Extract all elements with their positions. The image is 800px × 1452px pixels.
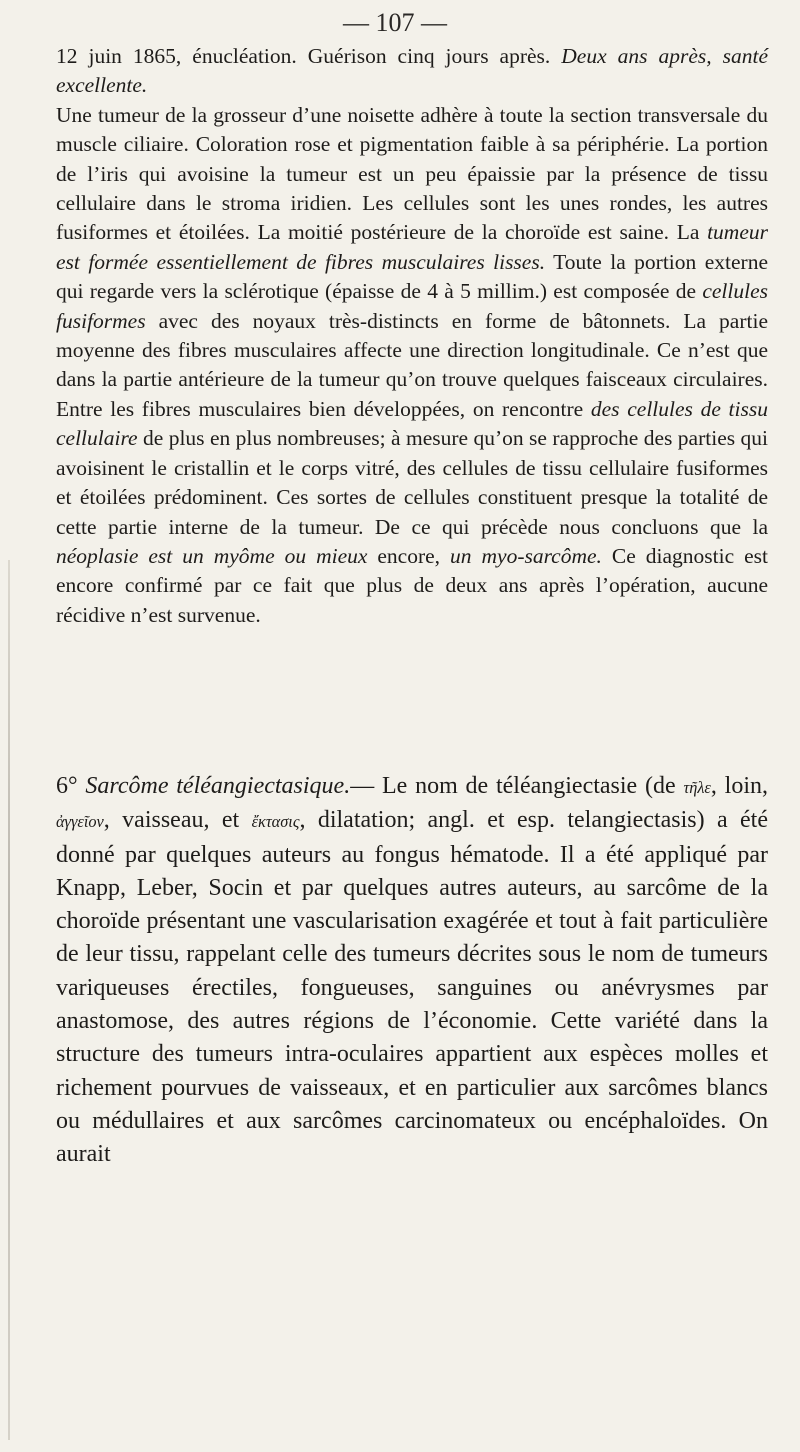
- text-run: — Le nom de téléangiectasie (de: [350, 773, 684, 799]
- case-outcome-line: [56, 42, 768, 101]
- emphasis-run: néoplasie est un myôme ou mieux: [56, 543, 368, 568]
- section-text: [56, 770, 768, 1172]
- text-run: Une tumeur de la grosseur d’une noisette adhère à toute la section transversale du muscle ciliaire. Coloration rose et pigmentation faible à sa périphérie. La portion de l’iris qui avoisine la tumeur est un peu épaissie par la présence de tissu cellulaire dans le stroma iridien. Les cellules sont les unes rondes, les autres fusiformes et étoilées. La moitié postérieure de la choroïde est saine.: [56, 102, 768, 245]
- section-number: 6°: [56, 773, 86, 799]
- greek-word: ἔκτασις: [251, 812, 300, 832]
- emphasis-run: des cellules de tissu cellulaire: [56, 396, 768, 451]
- text-run: avec des noyaux très-distincts en forme de bâtonnets. La partie moyenne des fibres musculaires affecte une direction longitudinale. Ce n’est que dans la partie antérieure de la tumeur qu’on trouve quelques faisceaux circulaires. Entre les fibres musculaires bien développées, on rencontre: [56, 308, 768, 421]
- text-run: Toute la portion externe qui regarde vers la sclérotique (épaisse de 4 à 5 millim.) est composée de: [56, 249, 768, 304]
- text-run: La: [676, 220, 708, 245]
- section-title: Sarcôme téléangiectasique.: [85, 773, 351, 799]
- text-run: Ce diagnostic est encore confirmé par ce fait que plus de deux ans après l’opération, aucune récidive n’est survenue.: [56, 543, 768, 627]
- case-followup: Deux ans après, santé excellente.: [56, 44, 769, 98]
- text-run: de plus en plus nombreuses; à mesure qu’on se rapproche des parties qui avoisinent le cristallin et le corps vitré, des cellules de tissu cellulaire fusiformes et étoilées prédominent. Ces sortes de cellules constituent presque la totalité de cette partie interne de la tumeur. De ce qui précède nous concluons que la: [56, 426, 768, 539]
- page-number: — 107 —: [343, 8, 447, 37]
- text-run: encore,: [367, 543, 451, 568]
- emphasis-run: cellules fusiformes: [56, 279, 768, 333]
- greek-word: ἀγγεῖον: [56, 812, 104, 832]
- section-paragraph: [56, 770, 768, 1172]
- case-report-paragraph: [56, 42, 768, 630]
- emphasis-run: un myo-sarcôme.: [450, 543, 602, 568]
- text-run: , dilatation; angl. et esp. telangiectasis) a été donné par quelques auteurs au fongus hématode. Il a été appliqué par Knapp, Leber, Socin et par quelques autres auteurs, au sarcôme de la choroïde présentant une vascularisation exagérée et tout à fait particulière de leur tissu, rappelant celle des tumeurs décrites sous le nom de tumeurs variqueuses érectiles, fongueuses, sanguines ou anévrysmes par anastomose, des autres régions de l’économie. Cette variété dans la structure des tumeurs intra-oculaires appartient aux espèces molles et richement pourvues de vaisseaux, et en particulier aux sarcômes blancs ou médullaires et aux sarcômes carcinomateux ou encéphaloïdes. On aurait: [56, 807, 769, 1168]
- text-run: , vaisseau, et: [103, 807, 252, 834]
- greek-word: τῆλε: [683, 778, 711, 797]
- page-edge-shadow: [8, 560, 10, 1440]
- case-operation: énucléation. Guérison cinq jours après.: [192, 44, 562, 68]
- text-run: , loin,: [710, 773, 768, 799]
- emphasis-run: tumeur est formée essentiellement de fibres musculaires lisses.: [56, 220, 768, 274]
- case-date: 12 juin 1865,: [56, 44, 193, 68]
- case-description: [56, 101, 768, 630]
